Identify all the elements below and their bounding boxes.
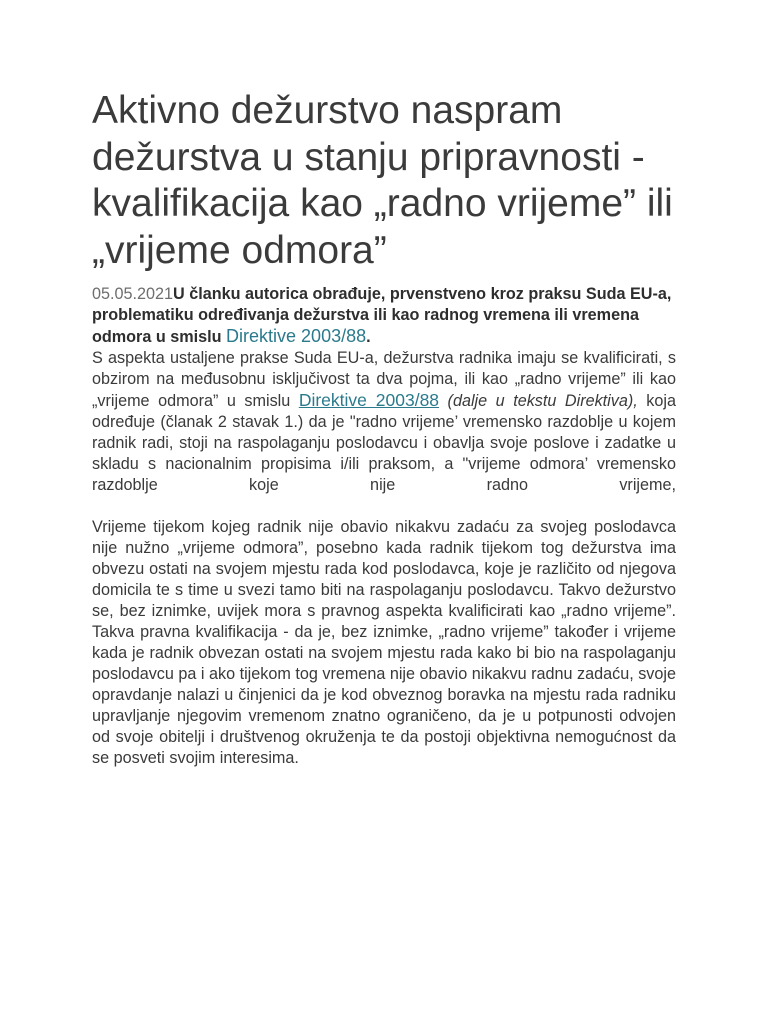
lead-text: U članku autorica obrađuje, prvenstveno kroz praksu Suda EU-a, problematiku određivanja dežurstva ili kao radnog vremena ili vremena odmora u smislu bbox=[92, 285, 672, 346]
article-date: 05.05.2021 bbox=[92, 285, 174, 303]
paragraph-on-call-time: Vrijeme tijekom kojeg radnik nije obavio nikakvu zadaću za svojeg poslodavca nije nužno „vrijeme odmora”, posebno kada radnik tijekom tog dežurstva ima obvezu ostati na svojem mjestu rada kod poslodavca, koje je različito od njegova domicila te s time u svezi tamo biti na raspolaganju poslodavcu. Takvo dežurstvo se, bez iznimke, uvijek mora s pravnog aspekta kvalificirati kao „radno vrijeme”. Takva pravna kvalifikacija - da je, bez iznimke, „radno vrijeme” također i vrijeme kada je radnik obvezan ostati na svojem mjestu rada kako bi bio na raspolaganju poslodavcu pa i ako tijekom tog vremena nije obavio nikakvu radnu zadaću, svoje opravdanje nalazi u činjenici da je kod obveznog boravka na mjestu rada radniku upravljanje njegovim vremenom znatno ograničeno, da je u potpunosti odvojen od svoje obitelji i društvenog okruženja te da postoji objektivna nemogućnost da se posveti svojim interesima. bbox=[92, 518, 676, 767]
paragraph-1-text-a: S aspekta ustaljene prakse Suda EU-a, dežurstva radnika imaju se kvalificirati, s obzirom na međusobnu isključivost ta dva pojma, ili kao „radno vrijeme” ili kao „vrijeme odmora” u smislu bbox=[92, 349, 676, 410]
paragraph-definitions bbox=[92, 348, 676, 496]
paragraph-spacer bbox=[92, 496, 676, 517]
article bbox=[92, 88, 676, 769]
paragraph-1-italic: (dalje u tekstu Direktiva), bbox=[439, 392, 638, 410]
body-directive-link[interactable]: Direktive 2003/88 bbox=[298, 390, 440, 410]
paragraph-1-text-b: koja određuje (članak 2 stavak 1.) da je "radno vrijeme’ vremensko razdoblje u kojem radnik radi, stoji na raspolaganju poslodavcu i obavlja svoje poslove i zadatke u skladu s nacionalnim propisima i/ili praksom, a "vrijeme odmora’ vremensko razdoblje koje nije radno vrijeme, bbox=[92, 392, 676, 494]
lead-end: . bbox=[366, 328, 371, 346]
article-title: Aktivno dežurstvo naspram dežurstva u stanju pripravnosti - kvalifikacija kao „radno vrijeme” ili „vrijeme odmora” bbox=[92, 89, 673, 272]
lead-directive-link[interactable]: Direktive 2003/88 bbox=[226, 326, 367, 346]
article-lead bbox=[92, 284, 676, 348]
